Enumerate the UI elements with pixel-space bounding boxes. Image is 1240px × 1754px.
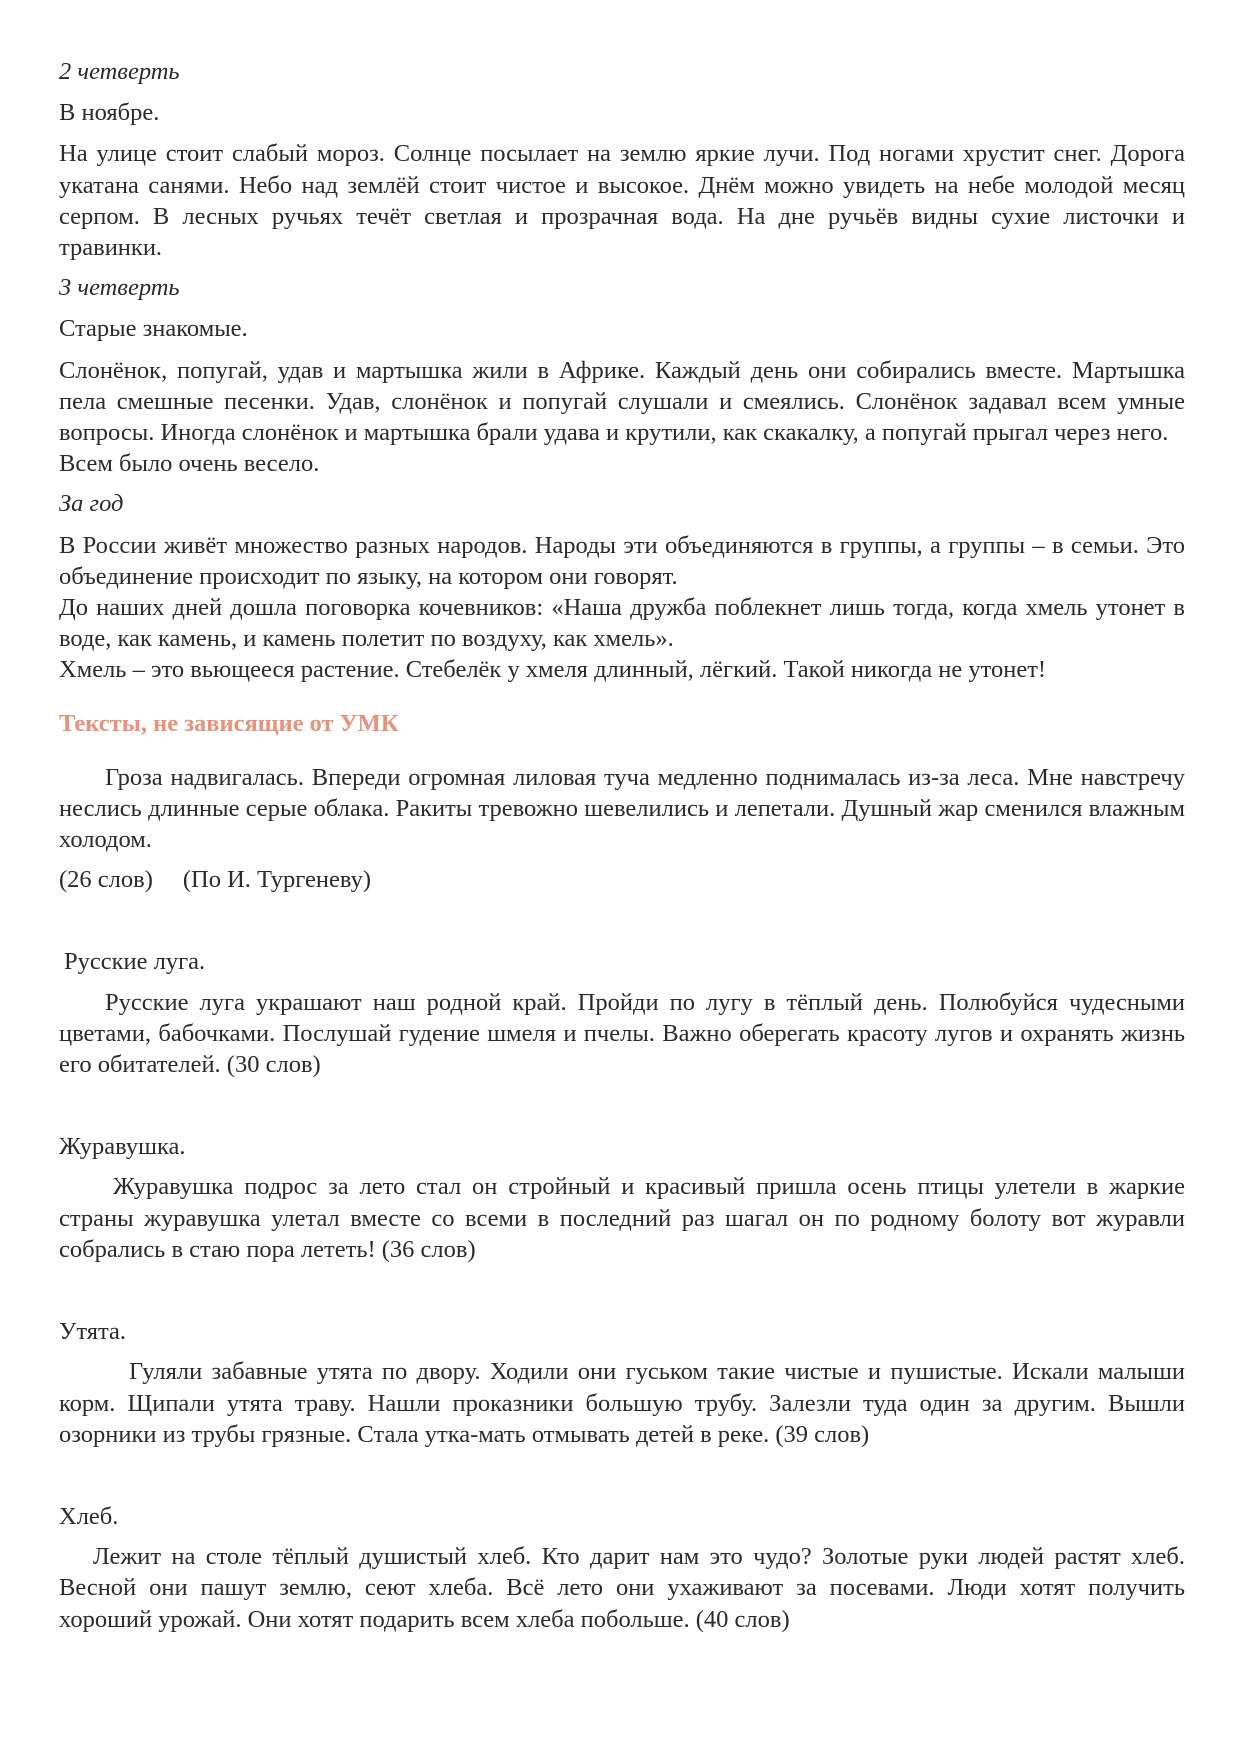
text-title-bread: Хлеб. xyxy=(59,1502,119,1530)
text-storm-body: Гроза надвигалась. Впереди огромная лиловая туча медленно поднималась из-за леса. Мне навстречу неслись длинные серые облака. Ракиты тревожно шевелились и лепетали. Душный жар сменился влажным холодом. xyxy=(59,763,1185,854)
text-title-crane: Журавушка. xyxy=(59,1133,186,1161)
quarter-2-label: 2 четверть xyxy=(59,58,180,85)
section-heading: Тексты, не зависящие от УМК xyxy=(59,709,399,737)
text-crane-body: Журавушка подрос за лето стал он стройный и красивый пришла осень птицы улетели в жаркие страны журавушка улетал вместе со всеми в последний раз шагал он по родному болоту вот журавли собрались в стаю пора лететь! (36 слов) xyxy=(59,1173,1185,1263)
text-old-friends-body-end: Всем было очень весело. xyxy=(59,450,320,478)
word-count: (26 слов) xyxy=(59,866,153,894)
text-year-line-1: В России живёт множество разных народов. Народы эти объединяются в группы, а группы – в семьи. Это объединение происходит по языку, на котором они говорят. xyxy=(59,531,1185,590)
text-year-line-2: До наших дней дошла поговорка кочевников: «Наша дружба поблекнет лишь тогда, когда хмель утонет в воде, как камень, и камень полетит по воздуху, как хмель». xyxy=(59,594,1185,653)
text-title-old-friends: Старые знакомые. xyxy=(59,315,248,343)
year-label: За год xyxy=(59,490,124,518)
text-title-november: В ноябре. xyxy=(59,99,160,127)
document-page xyxy=(59,56,1185,1635)
text-old-friends-body: Слонёнок, попугай, удав и мартышка жили в Африке. Каждый день они собирались вместе. Мартышка пела смешные песенки. Удав, слонёнок и попугай слушали и смеялись. Слонёнок задавал всем умные вопросы. Иногда слонёнок и мартышка брали удава и крутили, как скакалку, а попугай прыгал через него. xyxy=(59,356,1185,447)
text-title-ducklings: Утята. xyxy=(59,1318,127,1346)
text-storm-source xyxy=(59,864,1185,895)
text-ducklings-body: Гуляли забавные утята по двору. Ходили они гуськом такие чистые и пушистые. Искали малыши корм. Щипали утята траву. Нашли проказники большую трубу. Залезли туда один за другим. Вышли озорники из трубы грязные. Стала утка-мать отмывать детей в реке. (39 слов) xyxy=(59,1358,1185,1448)
quarter-3-label: 3 четверть xyxy=(59,274,180,302)
text-title-meadows: Русские луга. xyxy=(64,948,206,976)
text-meadows-body: Русские луга украшают наш родной край. Пройди по лугу в тёплый день. Полюбуйся чудесными цветами, бабочками. Послушай гудение шмеля и пчелы. Важно оберегать красоту лугов и охранять жизнь его обитателей. (30 слов) xyxy=(59,988,1185,1079)
text-bread-body: Лежит на столе тёплый душистый хлеб. Кто дарит нам это чудо? Золотые руки людей растят хлеб. Весной они пашут землю, сеют хлеба. Всё лето они ухаживают за посевами. Люди хотят получить хороший урожай. Они хотят подарить всем хлеба побольше. (40 слов) xyxy=(59,1543,1185,1633)
text-year-line-3: Хмель – это вьющееся растение. Стебелёк у хмеля длинный, лёгкий. Такой никогда не утонет! xyxy=(59,656,1047,684)
author-credit: (По И. Тургеневу) xyxy=(182,866,372,894)
text-november-body: На улице стоит слабый мороз. Солнце посылает на землю яркие лучи. Под ногами хрустит снег. Дорога укатана санями. Небо над землёй стоит чистое и высокое. Днём можно увидеть на небе молодой месяц серпом. В лесных ручьях течёт светлая и прозрачная вода. На дне ручьёв видны сухие листочки и травинки. xyxy=(59,140,1185,262)
